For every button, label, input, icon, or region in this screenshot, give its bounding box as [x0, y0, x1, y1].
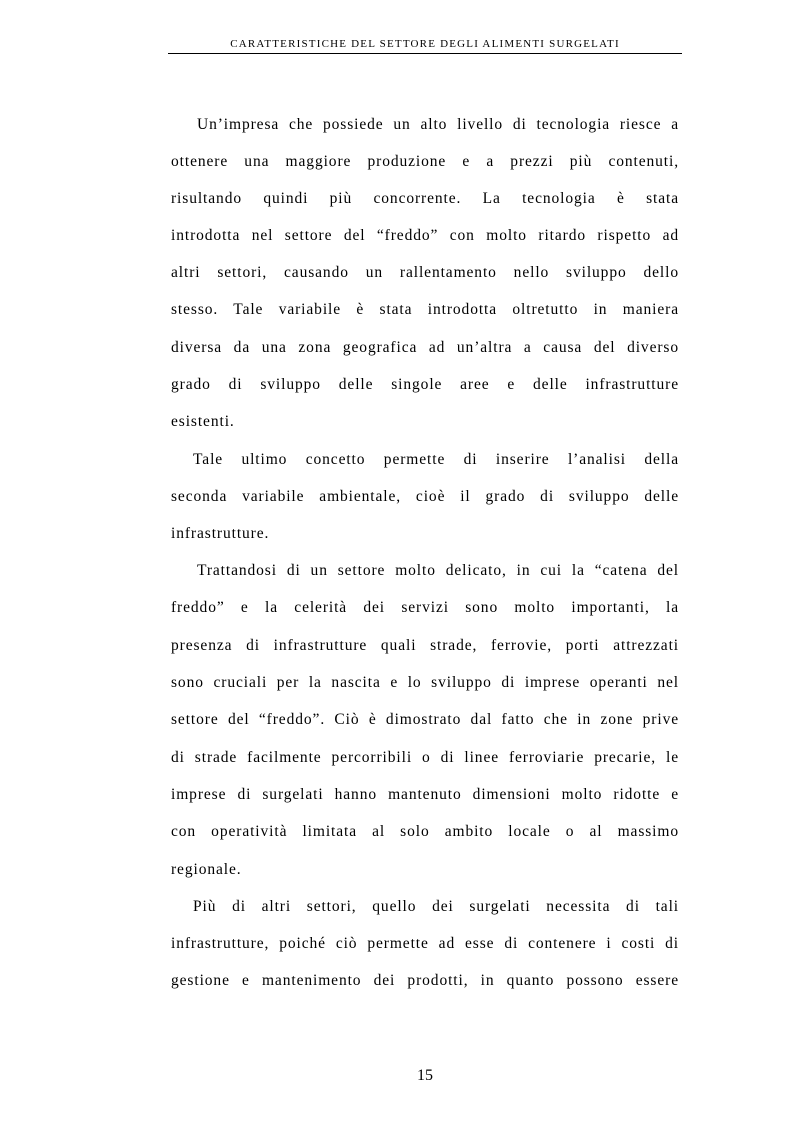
text-line: introdotta nel settore del “freddo” con molto ritardo rispetto ad — [171, 227, 679, 244]
text-line: Tale ultimo concetto permette di inserire l’analisi della — [193, 451, 679, 468]
text-line: infrastrutture, poiché ciò permette ad esse di contenere i costi di — [171, 935, 679, 952]
text-line: presenza di infrastrutture quali strade, ferrovie, porti attrezzati — [171, 637, 679, 654]
text-line: esistenti. — [171, 413, 235, 430]
text-line: con operatività limitata al solo ambito locale o al massimo — [171, 823, 679, 840]
text-line: sono cruciali per la nascita e lo sviluppo di imprese operanti nel — [171, 674, 679, 691]
text-line: ottenere una maggiore produzione e a prezzi più contenuti, — [171, 153, 679, 170]
text-line: di strade facilmente percorribili o di linee ferroviarie precarie, le — [171, 749, 679, 766]
page-number: 15 — [417, 1067, 433, 1084]
text-line: regionale. — [171, 861, 242, 878]
text-line: grado di sviluppo delle singole aree e delle infrastrutture — [171, 376, 679, 393]
text-line: diversa da una zona geografica ad un’altra a causa del diverso — [171, 339, 679, 356]
text-line: altri settori, causando un rallentamento nello sviluppo dello — [171, 264, 679, 281]
text-line: settore del “freddo”. Ciò è dimostrato dal fatto che in zone prive — [171, 711, 679, 728]
text-line: Trattandosi di un settore molto delicato, in cui la “catena del — [197, 562, 679, 579]
text-line: stesso. Tale variabile è stata introdotta oltretutto in maniera — [171, 301, 679, 318]
text-line: infrastrutture. — [171, 525, 270, 542]
running-header: CARATTERISTICHE DEL SETTORE DEGLI ALIMENTI SURGELATI — [230, 38, 620, 50]
text-line: freddo” e la celerità dei servizi sono molto importanti, la — [171, 599, 679, 616]
text-line: Un’impresa che possiede un alto livello di tecnologia riesce a — [197, 116, 679, 133]
text-line: risultando quindi più concorrente. La tecnologia è stata — [171, 190, 679, 207]
text-line: Più di altri settori, quello dei surgelati necessita di tali — [193, 898, 679, 915]
header-rule — [168, 53, 682, 54]
text-line: seconda variabile ambientale, cioè il grado di sviluppo delle — [171, 488, 679, 505]
text-line: gestione e mantenimento dei prodotti, in quanto possono essere — [171, 972, 679, 989]
text-line: imprese di surgelati hanno mantenuto dimensioni molto ridotte e — [171, 786, 679, 803]
